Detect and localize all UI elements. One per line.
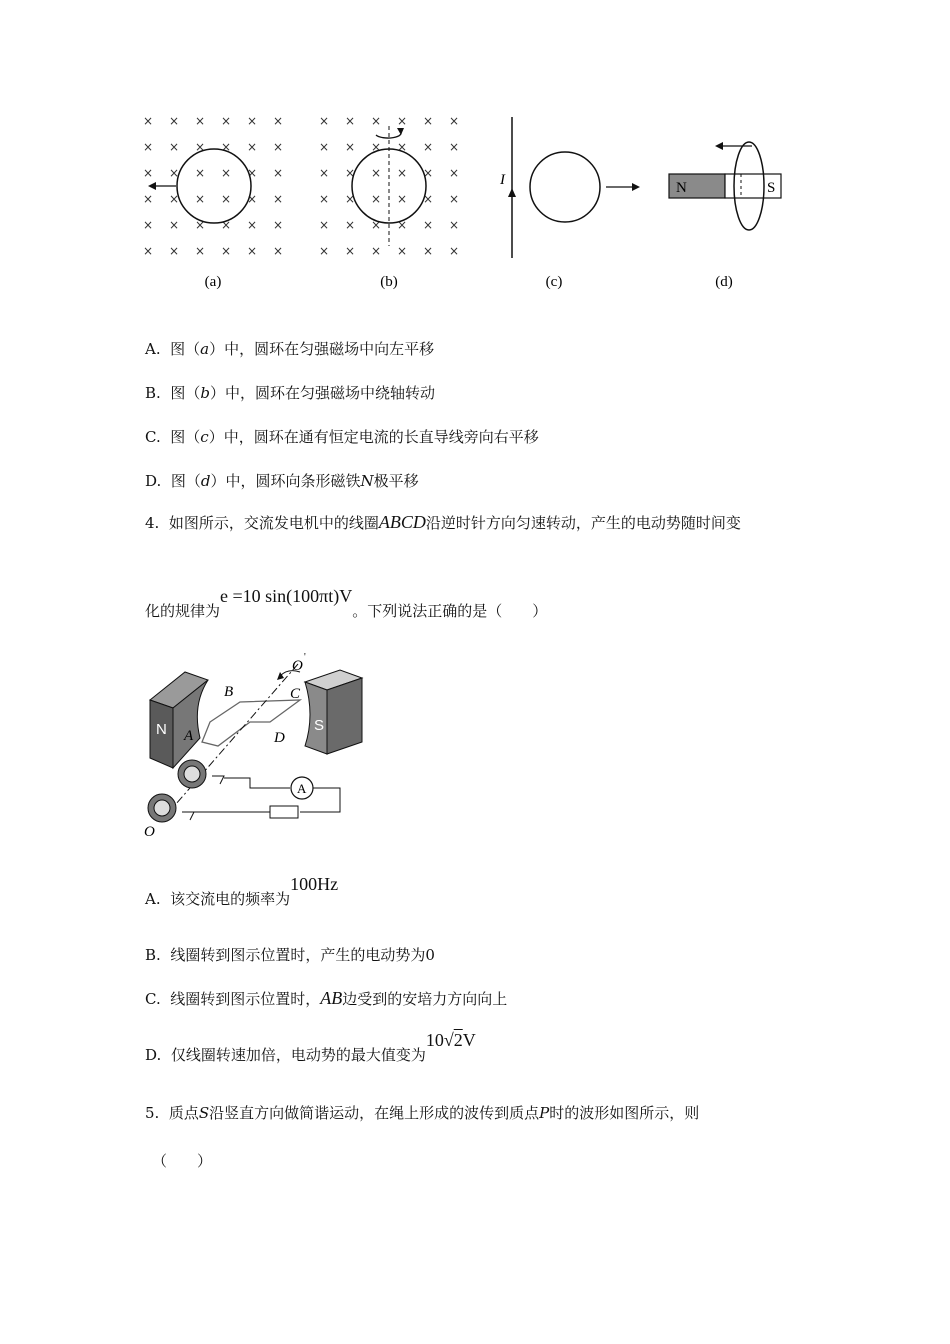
svg-text:D: D (274, 730, 285, 746)
resistor (270, 806, 298, 818)
field-cross: × (422, 192, 434, 206)
field-cross: × (344, 244, 356, 258)
field-cross: × (220, 244, 232, 258)
q4-stem-line2: 化的规律为e =10 sin(100πt)V。下列说法正确的是（ ） (145, 586, 548, 620)
field-cross: × (272, 192, 284, 206)
q3-option-c: C. 图（c）中，圆环在通有恒定电流的长直导线旁向右平移 (145, 428, 539, 446)
field-cross: × (220, 218, 232, 232)
field-cross: × (370, 192, 382, 206)
svg-text:': ' (304, 652, 306, 663)
field-cross: × (370, 140, 382, 154)
q3-option-b: B. 图（b）中，圆环在匀强磁场中绕轴转动 (145, 384, 435, 402)
svg-text:O: O (292, 658, 303, 674)
field-cross: × (370, 114, 382, 128)
field-cross: × (318, 114, 330, 128)
field-cross: × (344, 218, 356, 232)
q4-stem-line1: 4. 如图所示，交流发电机中的线圈ABCD沿逆时针方向匀速转动，产生的电动势随时间变 (145, 512, 741, 532)
q5-stem-line1: 5. 质点S沿竖直方向做简谐运动，在绳上形成的波传到质点P时的波形如图所示，则 (145, 1104, 700, 1122)
field-cross: × (370, 244, 382, 258)
field-cross: × (246, 218, 258, 232)
current-label-c: I (500, 172, 505, 188)
figure-row-abcd (0, 0, 950, 300)
field-cross: × (344, 192, 356, 206)
field-cross: × (448, 166, 460, 180)
field-cross: × (168, 166, 180, 180)
field-cross: × (246, 244, 258, 258)
field-cross: × (194, 140, 206, 154)
field-cross: × (220, 114, 232, 128)
svg-text:N: N (676, 180, 687, 196)
field-cross: × (142, 140, 154, 154)
field-cross: × (318, 244, 330, 258)
field-cross: × (448, 114, 460, 128)
field-cross: × (272, 166, 284, 180)
field-cross: × (194, 218, 206, 232)
field-cross: × (220, 140, 232, 154)
q4-option-d: D. 仅线圈转速加倍，电动势的最大值变为10√2V (145, 1030, 476, 1064)
field-cross: × (246, 192, 258, 206)
svg-text:A: A (297, 781, 307, 796)
field-cross: × (422, 166, 434, 180)
field-cross: × (142, 114, 154, 128)
field-cross: × (448, 244, 460, 258)
field-cross: × (396, 192, 408, 206)
field-cross: × (194, 166, 206, 180)
q4-option-c: C. 线圈转到图示位置时，AB边受到的安培力方向向上 (145, 988, 508, 1008)
field-cross: × (396, 166, 408, 180)
field-cross: × (142, 192, 154, 206)
svg-text:S: S (314, 717, 325, 734)
field-cross: × (272, 218, 284, 232)
svg-text:A: A (184, 728, 194, 744)
field-cross: × (318, 166, 330, 180)
field-cross: × (194, 192, 206, 206)
field-cross: × (168, 114, 180, 128)
emf-formula: e =10 sin(100πt)V (220, 586, 353, 606)
field-cross: × (448, 140, 460, 154)
svg-text:O: O (144, 824, 155, 840)
label-a: (a) (204, 274, 222, 290)
svg-text:B: B (224, 684, 234, 700)
svg-text:S: S (767, 180, 776, 196)
q5-stem-line2: （ ） (152, 1152, 213, 1170)
ring-c (530, 152, 600, 222)
field-cross: × (272, 244, 284, 258)
generator-figure (140, 650, 370, 840)
field-cross: × (220, 166, 232, 180)
field-cross: × (246, 114, 258, 128)
field-cross: × (396, 140, 408, 154)
q3-option-d: D. 图（d）中，圆环向条形磁铁N极平移 (145, 472, 419, 490)
field-cross: × (272, 114, 284, 128)
field-cross: × (396, 244, 408, 258)
field-cross: × (220, 192, 232, 206)
field-cross: × (272, 140, 284, 154)
field-cross: × (194, 244, 206, 258)
field-cross: × (168, 218, 180, 232)
label-d: (d) (715, 274, 733, 290)
label-c: (c) (545, 274, 563, 290)
field-cross: × (422, 244, 434, 258)
q4-option-a: A. 该交流电的频率为100Hz (145, 874, 339, 908)
q4-option-b: B. 线圈转到图示位置时，产生的电动势为0 (145, 946, 435, 964)
field-cross: × (396, 114, 408, 128)
field-cross: × (142, 244, 154, 258)
field-cross: × (318, 140, 330, 154)
svg-text:N: N (156, 721, 167, 738)
field-cross: × (448, 218, 460, 232)
field-cross: × (318, 192, 330, 206)
field-cross: × (422, 114, 434, 128)
field-cross: × (168, 140, 180, 154)
field-cross: × (422, 140, 434, 154)
field-cross: × (194, 114, 206, 128)
svg-text:C: C (290, 686, 301, 702)
field-cross: × (142, 218, 154, 232)
field-cross: × (370, 218, 382, 232)
field-cross: × (318, 218, 330, 232)
field-cross: × (344, 114, 356, 128)
field-cross: × (422, 218, 434, 232)
field-cross: × (344, 140, 356, 154)
field-cross: × (168, 244, 180, 258)
field-cross: × (246, 166, 258, 180)
field-cross: × (370, 166, 382, 180)
q3-option-a: A. 图（a）中，圆环在匀强磁场中向左平移 (145, 340, 435, 358)
field-cross: × (396, 218, 408, 232)
ring-a (177, 149, 251, 223)
field-cross: × (142, 166, 154, 180)
field-cross: × (344, 166, 356, 180)
field-cross: × (448, 192, 460, 206)
field-cross: × (168, 192, 180, 206)
field-cross: × (246, 140, 258, 154)
label-b: (b) (380, 274, 398, 290)
